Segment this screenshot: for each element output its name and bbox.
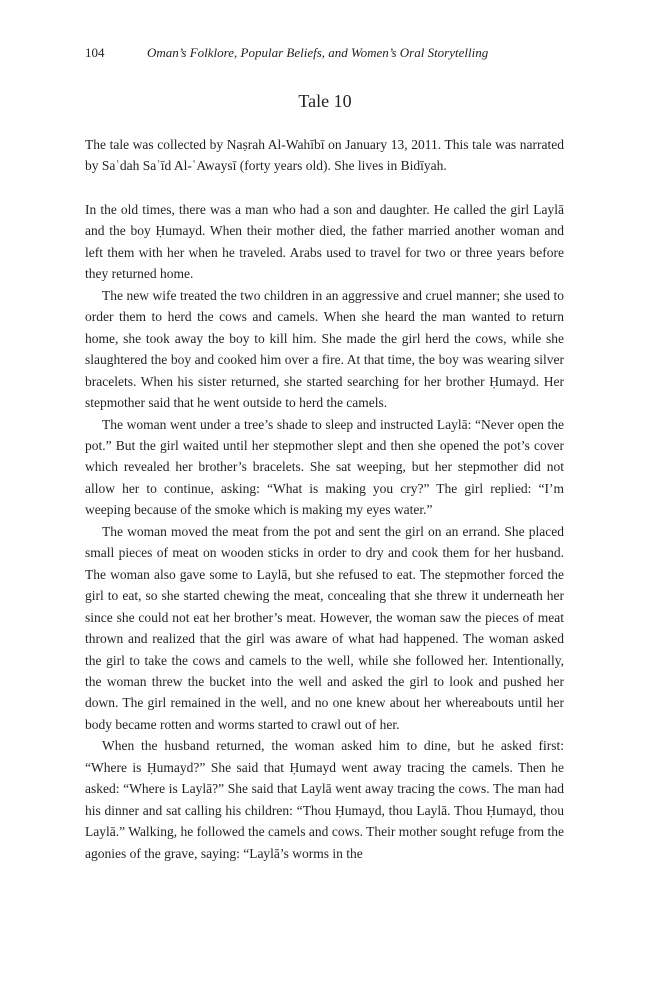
tale-body (85, 199, 564, 864)
collection-note (85, 134, 564, 177)
running-header (85, 45, 564, 65)
paragraph-2: The new wife treated the two children in an aggressive and cruel manner; she used to order them to herd the cows and camels. When she heard the man wanted to return home, she took away the boy to kill him. She made the girl herd the cows, while she slaughtered the boy and cooked him over a fire. At that time, the boy was wearing silver bracelets. When his sister returned, she started searching for her brother Ḥumayd. Her stepmother said that he went outside to herd the camels. (85, 287, 564, 411)
running-title: Oman’s Folklore, Popular Beliefs, and Women’s Oral Storytelling (147, 45, 489, 60)
paragraph-1: In the old times, there was a man who had a son and daughter. He called the girl Laylā and the boy Ḥumayd. When their mother died, the father married another woman and left them with her when he traveled. Arabs used to travel for two or three years before they returned home. (85, 202, 564, 282)
page-number: 104 (85, 45, 105, 60)
paragraph-5: When the husband returned, the woman asked him to dine, but he asked first: “Where is Ḥumayd?” She said that Ḥumayd went away tracing the camels. Then he asked: “Where is Laylā?” She said that Laylā went away tracing the cows. The man had his dinner and sat calling his children: “Thou Ḥumayd, thou Laylā. Thou Ḥumayd, thou Laylā.” Walking, he followed the camels and cows. Their mother sought refuge from the agonies of the grave, saying: “Laylā’s worms in the (85, 738, 564, 861)
tale-title: Tale 10 (298, 91, 352, 111)
collection-note-text: The tale was collected by Naṣrah Al-Wahībī on January 13, 2011. This tale was narrated by Saʿdah Saʿīd Al-ʿAwaysī (forty years old). She lives in Bidīyah. (85, 137, 564, 174)
paragraph-3: The woman went under a tree’s shade to sleep and instructed Laylā: “Never open the pot.” But the girl waited until her stepmother slept and then she opened the pot’s cover which revealed her brother’s bracelets. She sat weeping, but her stepmother did not allow her to continue, asking: “What is making you cry?” The girl replied: “I’m weeping because of the smoke which is making my eyes water.” (85, 416, 564, 518)
paragraph-4: The woman moved the meat from the pot and sent the girl on an errand. She placed small pieces of meat on wooden sticks in order to dry and cook them for her husband. The woman also gave some to Laylā, but she refused to eat. The stepmother forced the girl to eat, so she started chewing the meat, concealing that she threw it underneath her since she could not eat her brother’s meat. However, the woman saw the pieces of meat thrown and realized that the girl was aware of what had happened. The woman asked the girl to take the cows and camels to the well, while she followed her. Intentionally, the woman threw the bucket into the well and asked the girl to look and pushed her down. The girl remained in the well, and no one knew about her whereabouts until her body became rotten and worms started to crawl out of her. (85, 523, 564, 732)
